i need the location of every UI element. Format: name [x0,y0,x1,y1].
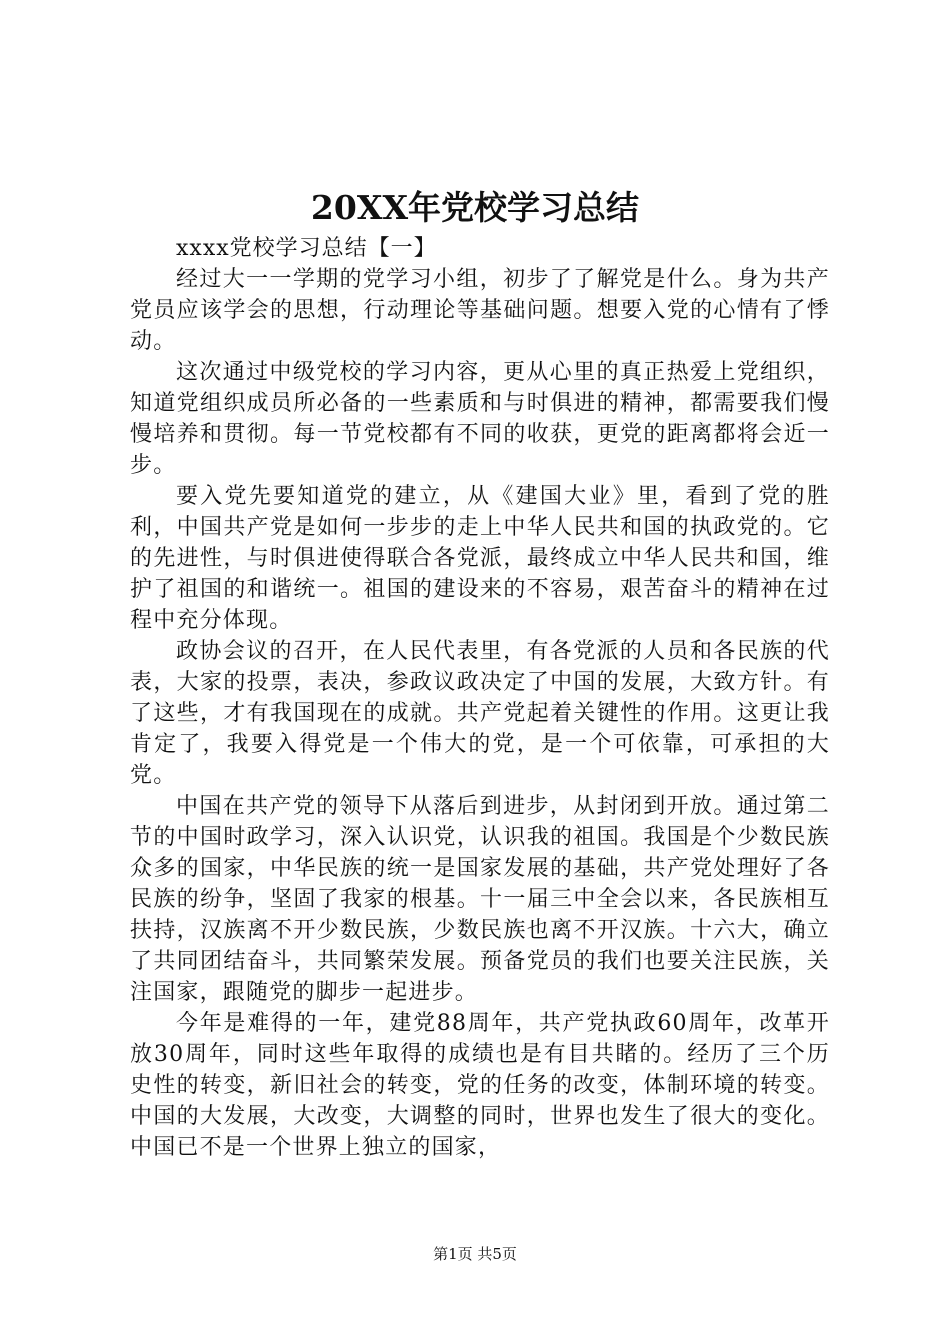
page-number-footer: 第1页 共5页 [433,1245,517,1263]
paragraph-3: 要入党先要知道党的建立，从《建国大业》里，看到了党的胜利，中国共产党是如何一步步的走上中华人民共和国的执政党的。它的先进性，与时俱进使得联合各党派，最终成立中华人民共和国，维护了祖国的和谐统一。祖国的建设来的不容易，艰苦奋斗的精神在过程中充分体现。 [130,484,830,633]
paragraph-6: 今年是难得的一年，建党88周年，共产党执政60周年，改革开放30周年，同时这些年取得的成绩也是有目共睹的。经历了三个历史性的转变，新旧社会的转变，党的任务的改变，体制环境的转变。中国的大发展，大改变，大调整的同时，世界也发生了很大的变化。中国已不是一个世界上独立的国家， [130,1011,830,1160]
paragraph-1: 经过大一一学期的党学习小组，初步了了解党是什么。身为共产党员应该学会的思想，行动理论等基础问题。想要入党的心情有了悸动。 [130,267,830,354]
document-body [130,233,830,1163]
paragraph-2: 这次通过中级党校的学习内容，更从心里的真正热爱上党组织，知道党组织成员所必备的一些素质和与时俱进的精神，都需要我们慢慢培养和贯彻。每一节党校都有不同的收获，更党的距离都将会近一步。 [130,360,830,478]
section-subheading: xxxx党校学习总结【一】 [176,236,437,261]
paragraph-5: 中国在共产党的领导下从落后到进步，从封闭到开放。通过第二节的中国时政学习，深入认识党，认识我的祖国。我国是个少数民族众多的国家，中华民族的统一是国家发展的基础，共产党处理好了各民族的纷争，坚固了我家的根基。十一届三中全会以来，各民族相互扶持，汉族离不开少数民族，少数民族也离不开汉族。十六大，确立了共同团结奋斗，共同繁荣发展。预备党员的我们也要关注民族，关注国家，跟随党的脚步一起进步。 [130,794,830,1005]
paragraph-4: 政协会议的召开，在人民代表里，有各党派的人员和各民族的代表，大家的投票，表决，参政议政决定了中国的发展，大致方针。有了这些，才有我国现在的成就。共产党起着关键性的作用。这更让我肯定了，我要入得党是一个伟大的党，是一个可依靠，可承担的大党。 [130,639,830,788]
document-title: 20XX年党校学习总结 [310,188,640,227]
